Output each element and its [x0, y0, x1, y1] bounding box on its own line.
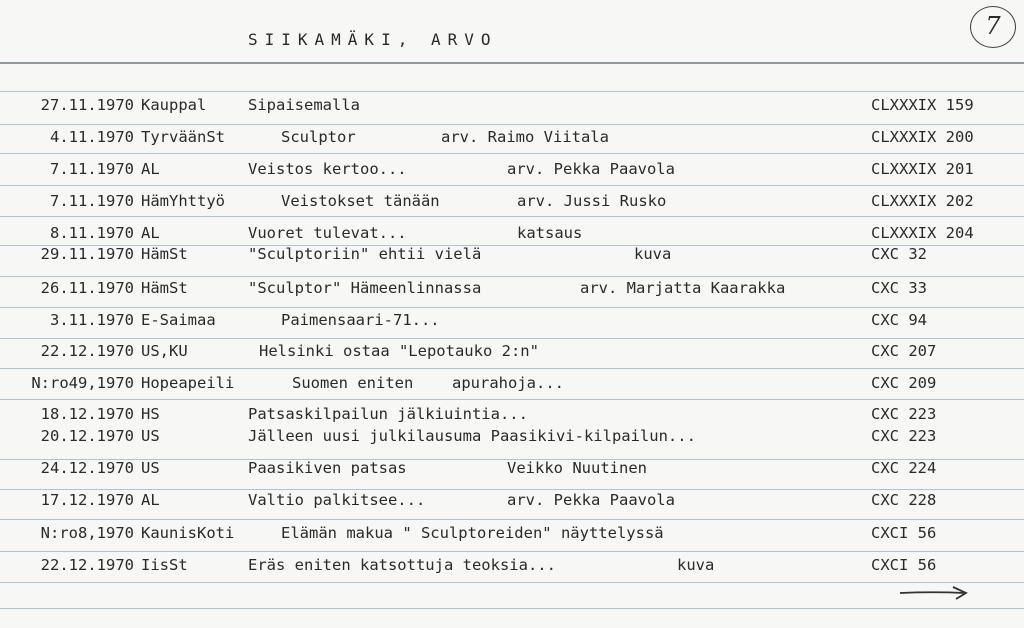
header-rule	[0, 62, 1024, 64]
card-rule-line	[0, 185, 1024, 186]
entry-row	[0, 192, 1024, 214]
entry-row	[0, 374, 1024, 396]
card-rule-line	[0, 124, 1024, 125]
entry-source: US	[141, 459, 160, 477]
entry-row	[0, 524, 1024, 546]
entry-row	[0, 160, 1024, 182]
entry-source: TyrväänSt	[141, 128, 225, 146]
entry-source: HämYhttyö	[141, 192, 225, 210]
entry-note: arv. Marjatta Kaarakka	[580, 279, 786, 297]
entry-title: Sculptor	[281, 128, 356, 146]
entry-date: 29.11.1970	[40, 245, 134, 263]
entry-date: 27.11.1970	[40, 96, 134, 114]
entry-date: 18.12.1970	[40, 405, 134, 423]
entry-reference: CXC 32	[871, 245, 927, 263]
entry-reference: CLXXXIX 200	[871, 128, 974, 146]
entry-reference: CXCI 56	[871, 524, 937, 542]
card-rule-line	[0, 489, 1024, 490]
entry-source: IisSt	[141, 556, 188, 574]
entry-note: katsaus	[517, 224, 583, 242]
entry-source: US,KU	[141, 342, 188, 360]
entry-reference: CXC 94	[871, 311, 927, 329]
entry-row	[0, 311, 1024, 333]
entry-date: 20.12.1970	[40, 427, 134, 445]
entry-date: 26.11.1970	[40, 279, 134, 297]
entry-reference: CXC 33	[871, 279, 927, 297]
entry-reference: CXCI 56	[871, 556, 937, 574]
arrow-right-icon	[898, 584, 970, 604]
card-rule-line	[0, 276, 1024, 277]
entry-title: Patsaskilpailun jälkiuintia...	[248, 405, 528, 423]
card-number-badge: 7	[970, 6, 1016, 48]
card-rule-line	[0, 399, 1024, 400]
card-rule-line	[0, 216, 1024, 217]
entry-row	[0, 405, 1024, 427]
entry-date: 4.11.1970	[50, 128, 134, 146]
entry-note: apurahoja...	[452, 374, 564, 392]
entry-reference: CLXXXIX 204	[871, 224, 974, 242]
entry-source: HämSt	[141, 279, 188, 297]
entry-row	[0, 491, 1024, 513]
entry-date: 22.12.1970	[40, 556, 134, 574]
entry-reference: CLXXXIX 159	[871, 96, 974, 114]
entry-date: N:ro49,1970	[31, 374, 134, 392]
entry-source: US	[141, 427, 160, 445]
entry-note: Veikko Nuutinen	[507, 459, 647, 477]
entry-title: Vuoret tulevat...	[248, 224, 407, 242]
entry-reference: CXC 224	[871, 459, 937, 477]
entry-source: E-Saimaa	[141, 311, 216, 329]
entry-title: Sipaisemalla	[248, 96, 360, 114]
entry-reference: CXC 207	[871, 342, 937, 360]
entry-date: 7.11.1970	[50, 192, 134, 210]
entry-row	[0, 342, 1024, 364]
entry-row	[0, 128, 1024, 150]
entry-title: "Sculptoriin" ehtii vielä	[248, 245, 482, 263]
entry-source: Kauppal	[141, 96, 207, 114]
entry-row	[0, 459, 1024, 481]
entry-reference: CLXXXIX 202	[871, 192, 974, 210]
entry-date: N:ro8,1970	[40, 524, 134, 542]
entry-note: arv. Raimo Viitala	[441, 128, 609, 146]
card-rule-line	[0, 608, 1024, 609]
entry-row	[0, 245, 1024, 267]
entry-reference: CXC 228	[871, 491, 937, 509]
entry-row	[0, 556, 1024, 578]
entry-date: 3.11.1970	[50, 311, 134, 329]
entry-row	[0, 224, 1024, 246]
card-rule-line	[0, 551, 1024, 552]
entry-source: HS	[141, 405, 160, 423]
entry-source: AL	[141, 491, 160, 509]
card-rule-line	[0, 153, 1024, 154]
entry-reference: CXC 223	[871, 427, 937, 445]
entry-note: kuva	[634, 245, 672, 263]
card-rule-line	[0, 519, 1024, 520]
entry-reference: CXC 209	[871, 374, 937, 392]
entry-source: AL	[141, 160, 160, 178]
entry-title: Veistokset tänään	[281, 192, 440, 210]
card-rule-line	[0, 582, 1024, 583]
entry-date: 17.12.1970	[40, 491, 134, 509]
entry-row	[0, 427, 1024, 449]
entry-title: Valtio palkitsee...	[248, 491, 426, 509]
entry-title: Paasikiven patsas	[248, 459, 407, 477]
entry-date: 8.11.1970	[50, 224, 134, 242]
card-rule-line	[0, 307, 1024, 308]
entry-note: kuva	[677, 556, 715, 574]
entry-note: arv. Pekka Paavola	[507, 491, 675, 509]
entry-source: AL	[141, 224, 160, 242]
entry-date: 24.12.1970	[40, 459, 134, 477]
entry-title: Veistos kertoo...	[248, 160, 407, 178]
entry-note: arv. Jussi Rusko	[517, 192, 667, 210]
entry-date: 22.12.1970	[40, 342, 134, 360]
entry-note: arv. Pekka Paavola	[507, 160, 675, 178]
entry-title: Jälleen uusi julkilausuma Paasikivi-kilpailun...	[248, 427, 696, 445]
card-header: SIIKAMÄKI, ARVO	[248, 30, 498, 49]
entry-source: HämSt	[141, 245, 188, 263]
entry-source: KaunisKoti	[141, 524, 235, 542]
entry-row	[0, 279, 1024, 301]
card-rule-line	[0, 368, 1024, 369]
card-rule-line	[0, 91, 1024, 92]
entry-title: "Sculptor" Hämeenlinnassa	[248, 279, 482, 297]
entry-source: Hopeapeili	[141, 374, 235, 392]
entry-row	[0, 96, 1024, 118]
entry-title: Paimensaari-71...	[281, 311, 440, 329]
entry-date: 7.11.1970	[50, 160, 134, 178]
card-rule-line	[0, 338, 1024, 339]
entry-title: Elämän makua " Sculptoreiden" näyttelyssä	[281, 524, 664, 542]
entry-reference: CLXXXIX 201	[871, 160, 974, 178]
entry-title: Eräs eniten katsottuja teoksia...	[248, 556, 556, 574]
entry-title: Suomen eniten	[292, 374, 414, 392]
entry-reference: CXC 223	[871, 405, 937, 423]
entry-title: Helsinki ostaa "Lepotauko 2:n"	[259, 342, 539, 360]
